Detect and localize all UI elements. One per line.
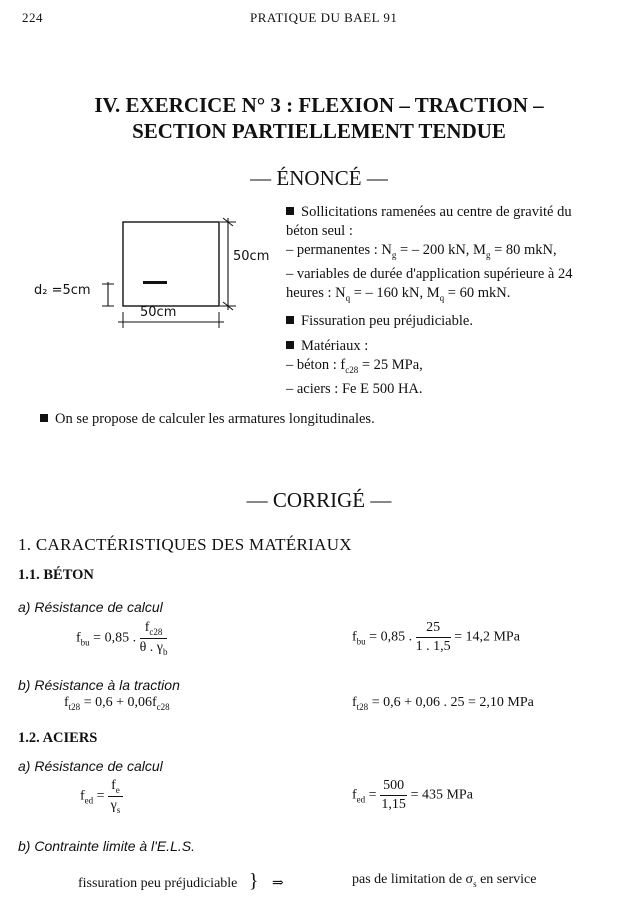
fbu-formula: $f_{bu} = 0,85$ . $\frac{f_{c28}}{\theta . \gamma_b}$ [76, 620, 168, 657]
bullet-sollicitations-cont: béton seul : [286, 223, 353, 239]
bullet-sollicitations: Sollicitations ramenées au centre de gravité du [286, 203, 631, 222]
fed-value: $f_{ed}$ = $\frac{500}{1,15}$ = 435 MPa [352, 778, 473, 812]
ft28-formula: $f_{t28} = 0,6 + 0,06f_{c28}$ [64, 695, 170, 712]
section-1-2-heading: 1.2. ACIERS [18, 730, 98, 746]
bullet-square-icon [286, 207, 294, 215]
bullet-square-icon [40, 414, 48, 422]
ft28-value: $f_{t28} = 0,6 + 0,06$ . 25 = 2,10 MPa [352, 695, 534, 712]
bullet-square-icon [286, 341, 294, 349]
bullet-fissuration: Fissuration peu préjudiciable. [286, 312, 631, 331]
width-label: 50cm [140, 305, 177, 320]
aciers-b-label: b) Contrainte limite à l'E.L.S. [18, 838, 195, 854]
bullet-objective: On se propose de calculer les armatures longitudinales. [40, 410, 375, 429]
section-1-heading: 1. CARACTÉRISTIQUES DES MATÉRIAUX [18, 535, 352, 554]
exercise-title-line2: SECTION PARTIELLEMENT TENDUE [132, 119, 506, 143]
section-outline [123, 222, 219, 306]
variables-line2: heures : $N_q$ = – 160 kN, $M_q = 60$ mkN. [286, 284, 511, 303]
permanentes-line: – permanentes : $N_g$ = – 200 kN, $M_g = 80$ mkN, [286, 242, 557, 260]
d2-label: d₂ =5cm [34, 283, 91, 298]
implies-arrow-icon: ⇒ [272, 876, 284, 891]
height-label: 50cm [233, 249, 270, 264]
fissuration-line: fissuration peu préjudiciable } ⇒ [78, 870, 284, 892]
section-1-1-heading: 1.1. BÉTON [18, 567, 94, 583]
variables-line1: – variables de durée d'application supérieure à 24 [286, 265, 573, 282]
beton-a-label: a) Résistance de calcul [18, 599, 163, 615]
rebar-mark [143, 281, 167, 284]
aciers-line: – aciers : Fe E 500 HA. [286, 380, 423, 397]
enonce-heading: — ÉNONCÉ — [250, 166, 388, 190]
aciers-a-label: a) Résistance de calcul [18, 758, 163, 774]
brace-symbol: } [248, 870, 259, 892]
bullet-materiaux: Matériaux : [286, 337, 631, 356]
fed-formula: $f_{ed}$ = $\frac{f_e}{\gamma_s}$ [80, 778, 123, 815]
bullet-square-icon [286, 316, 294, 324]
corrige-heading: — CORRIGÉ — [246, 488, 392, 512]
fbu-value: $f_{bu} = 0,85$ . $\frac{25}{1 . 1,5}$ = 14,2 MPa [352, 620, 520, 654]
running-title: PRATIQUE DU BAEL 91 [250, 10, 398, 25]
exercise-title-line1: IV. EXERCICE N° 3 : FLEXION – TRACTION – [94, 93, 544, 117]
enonce-text-block [286, 203, 631, 399]
beton-line: – béton : $f_{c28} = 25$ MPa, [286, 356, 423, 375]
limit-line: pas de limitation de $\sigma_s$ en service [352, 872, 537, 889]
beton-b-label: b) Résistance à la traction [18, 677, 180, 693]
page-number: 224 [22, 10, 43, 25]
